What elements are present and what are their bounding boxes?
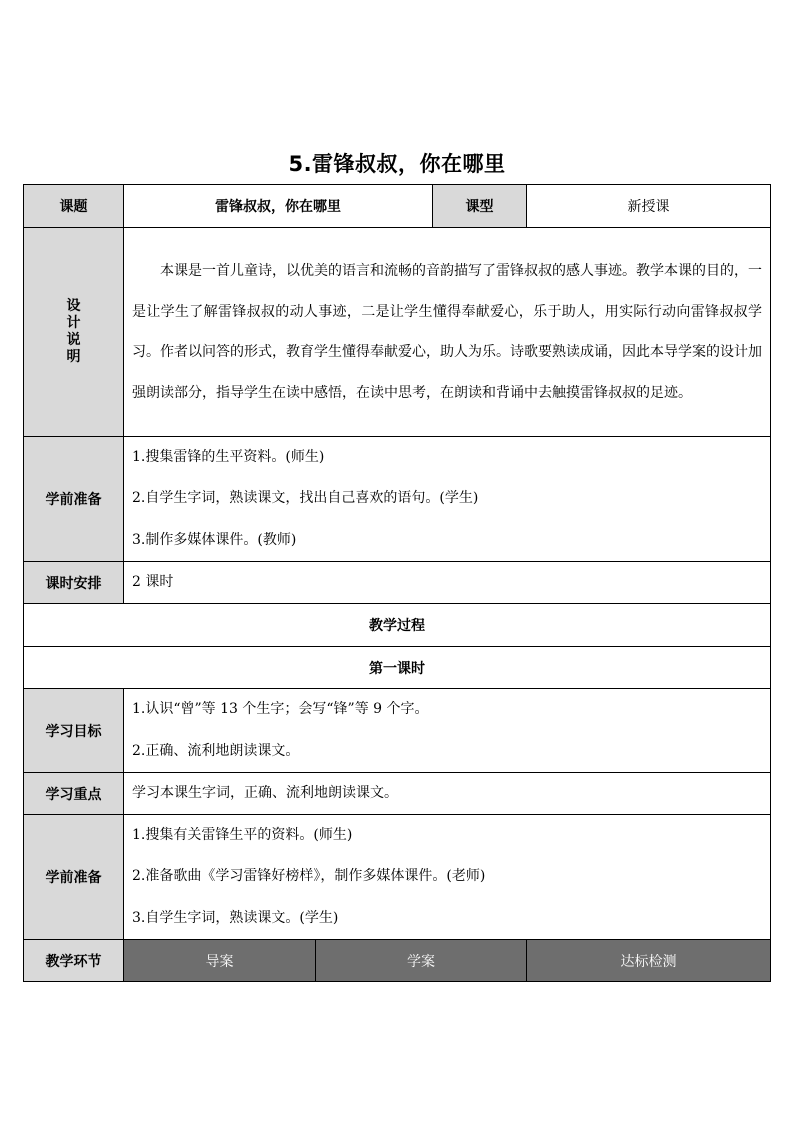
key-points-value bbox=[123, 773, 770, 814]
steps-column-study: 学案 bbox=[315, 940, 526, 981]
key-points-row bbox=[23, 773, 771, 815]
process-heading-row bbox=[23, 604, 771, 647]
steps-row bbox=[23, 940, 771, 982]
prep-list-1 bbox=[123, 437, 770, 561]
type-value: 新授课 bbox=[526, 185, 770, 227]
schedule-row bbox=[23, 562, 771, 604]
schedule-label: 课时安排 bbox=[24, 562, 123, 603]
list-item: 1.搜集雷锋的生平资料。(师生) bbox=[132, 448, 325, 465]
schedule-value bbox=[123, 562, 770, 603]
prep-label-1: 学前准备 bbox=[24, 437, 123, 561]
prep-list-2 bbox=[123, 815, 770, 939]
design-label-char: 计 bbox=[66, 315, 81, 331]
steps-label: 教学环节 bbox=[24, 940, 123, 981]
list-item: 2.正确、流利地朗读课文。 bbox=[132, 742, 300, 759]
topic-row bbox=[23, 184, 771, 228]
topic-label: 课题 bbox=[24, 185, 123, 227]
process-heading: 教学过程 bbox=[369, 618, 425, 634]
list-item: 1.搜集有关雷锋生平的资料。(师生) bbox=[132, 826, 353, 843]
schedule-text: 2 课时 bbox=[132, 573, 174, 590]
steps-column-guide: 导案 bbox=[123, 940, 315, 981]
goals-list bbox=[123, 689, 770, 772]
design-row bbox=[23, 228, 771, 437]
design-label-char: 设 bbox=[66, 298, 81, 314]
list-item: 2.自学生字词，熟读课文，找出自己喜欢的语句。(学生) bbox=[132, 490, 479, 507]
goals-label: 学习目标 bbox=[24, 689, 123, 772]
list-item: 3.自学生字词，熟读课文。(学生) bbox=[132, 909, 339, 926]
key-points-label: 学习重点 bbox=[24, 773, 123, 814]
type-label: 课型 bbox=[432, 185, 526, 227]
list-item: 2.准备歌曲《学习雷锋好榜样》，制作多媒体课件。(老师) bbox=[132, 868, 486, 885]
lesson-heading-row bbox=[23, 647, 771, 689]
key-points-text: 学习本课生字词，正确、流利地朗读课文。 bbox=[132, 784, 398, 801]
design-description bbox=[123, 228, 770, 436]
page-title: 5.雷锋叔叔，你在哪里 bbox=[288, 152, 506, 176]
lesson-plan-table bbox=[23, 184, 771, 982]
list-item: 3.制作多媒体课件。(教师) bbox=[132, 531, 297, 548]
prep-row-2 bbox=[23, 815, 771, 940]
prep-label-2: 学前准备 bbox=[24, 815, 123, 939]
goals-row bbox=[23, 689, 771, 773]
lesson-heading: 第一课时 bbox=[369, 660, 425, 677]
list-item: 1.认识“曾”等 13 个生字；会写“锋”等 9 个字。 bbox=[132, 700, 429, 717]
design-label-char: 说 bbox=[66, 332, 81, 348]
design-label-char: 明 bbox=[66, 349, 81, 365]
design-label bbox=[24, 228, 123, 436]
steps-column-assessment: 达标检测 bbox=[526, 940, 770, 981]
topic-value: 雷锋叔叔，你在哪里 bbox=[123, 185, 432, 227]
prep-row-1 bbox=[23, 437, 771, 562]
design-text: 本课是一首儿童诗，以优美的语言和流畅的音韵描写了雷锋叔叔的感人事迹。教学本课的目的，一是让学生了解雷锋叔叔的动人事迹，二是让学生懂得奉献爱心，乐于助人，用实际行动向雷锋叔叔学习。作者以问答的形式，教育学生懂得奉献爱心，助人为乐。诗歌要熟读成诵，因此本导学案的设计加强朗读部分，指导学生在读中感悟，在读中思考，在朗读和背诵中去触摸雷锋叔叔的足迹。 bbox=[132, 263, 762, 401]
